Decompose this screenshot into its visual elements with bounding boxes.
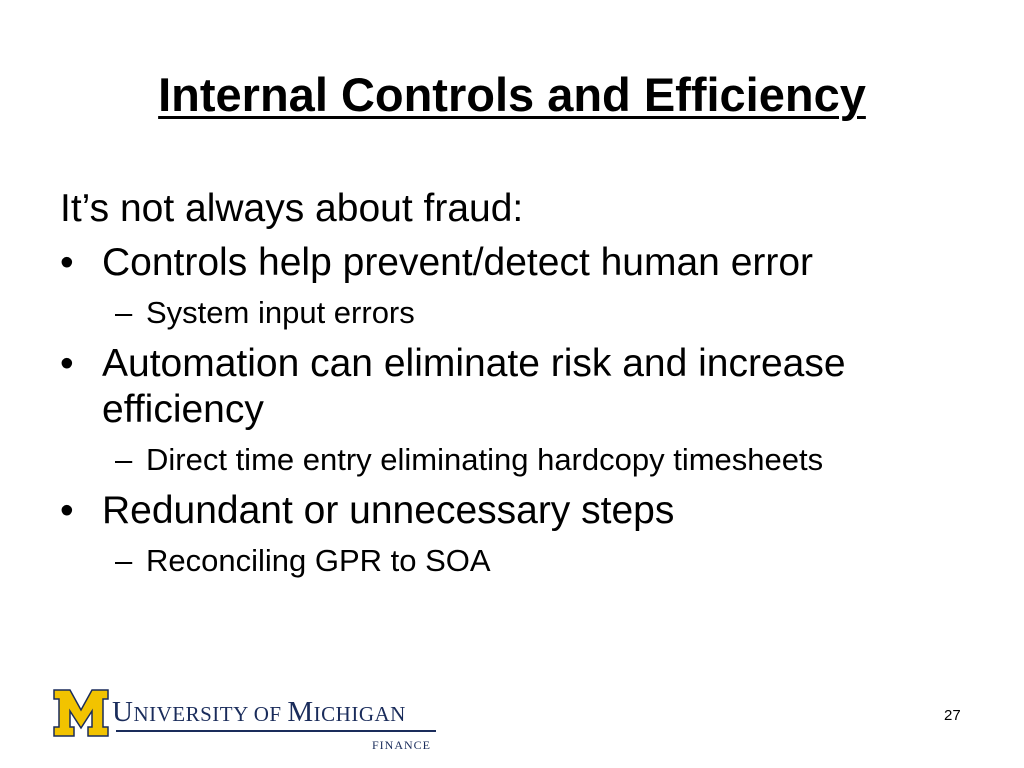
- dash-glyph: –: [115, 543, 133, 579]
- logo-word-michigan: ICHIGAN: [313, 702, 406, 726]
- bullet-glyph: •: [60, 241, 74, 285]
- bullet-text: Redundant or unnecessary steps: [102, 489, 675, 533]
- bullet-item: [60, 488, 980, 534]
- bullet-glyph: •: [60, 489, 74, 533]
- logo-wordmark: [112, 696, 406, 729]
- dash-glyph: –: [115, 295, 133, 331]
- bullet-glyph: •: [60, 342, 74, 386]
- sub-bullet-item: [60, 294, 980, 331]
- logo-initial-u: U: [112, 696, 134, 728]
- sub-bullet-text: System input errors: [146, 295, 415, 331]
- slide-body: [60, 186, 980, 590]
- slide-title: Internal Controls and Efficiency: [158, 68, 866, 121]
- page-number: 27: [944, 707, 961, 724]
- block-m-icon: [52, 688, 110, 738]
- logo-word-of: OF: [248, 702, 288, 726]
- sub-bullet-item: [60, 542, 980, 579]
- bullet-item: [60, 240, 980, 286]
- bullet-item: [60, 341, 980, 433]
- logo-word-university: NIVERSITY: [133, 702, 248, 726]
- sub-bullet-text: Direct time entry eliminating hardcopy timesheets: [146, 442, 824, 478]
- logo-subtitle: FINANCE: [372, 738, 432, 752]
- logo-initial-m: M: [287, 696, 314, 728]
- bullet-text: Automation can eliminate risk and increase efficiency: [102, 342, 846, 432]
- dash-glyph: –: [115, 442, 133, 478]
- bullet-text: Controls help prevent/detect human error: [102, 241, 814, 285]
- university-logo: [52, 682, 442, 758]
- intro-line: It’s not always about fraud:: [60, 187, 524, 230]
- sub-bullet-item: [60, 441, 980, 478]
- logo-divider: [116, 730, 436, 732]
- sub-bullet-text: Reconciling GPR to SOA: [146, 543, 491, 579]
